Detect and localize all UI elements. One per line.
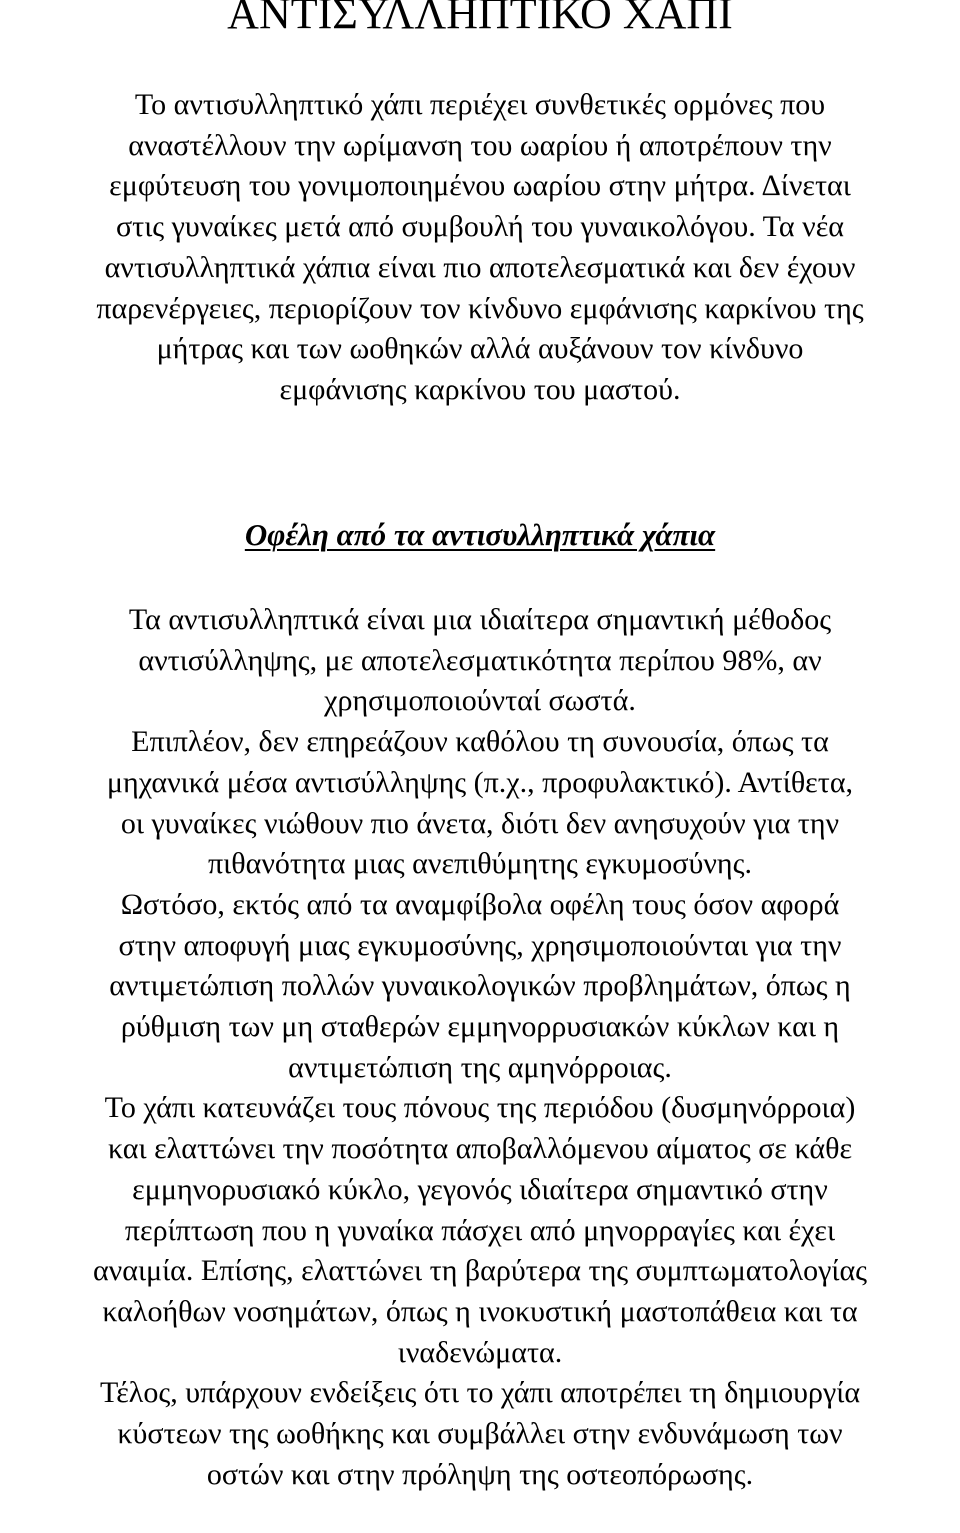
text-line: ιναδενώματα. bbox=[397, 1335, 563, 1369]
page-title: ΑΝΤΙΣΥΛΛΗΠΤΙΚΟ ΧΑΠΙ bbox=[227, 0, 733, 38]
text-line: εμφύτευση του γονιμοποιημένου ωαρίου στην μήτρα. Δίνεται bbox=[109, 169, 851, 203]
text-line: ρύθμιση των μη σταθερών εμμηνορρυσιακών κύκλων και η bbox=[120, 1010, 840, 1044]
intro-paragraph bbox=[0, 85, 960, 411]
text-line: στις γυναίκες μετά από συμβουλή του γυναικολόγου. Τα νέα bbox=[115, 210, 845, 244]
benefits-paragraph bbox=[0, 600, 960, 1495]
text-line: χρησιμοποιούνταί σωστά. bbox=[324, 684, 636, 718]
text-line: οι γυναίκες νιώθουν πιο άνετα, διότι δεν ανησυχούν για την bbox=[120, 806, 840, 840]
text-line: περίπτωση που η γυναίκα πάσχει από μηνορραγίες και έχει bbox=[124, 1213, 836, 1247]
text-line: εμμηνορυσιακό κύκλο, γεγονός ιδιαίτερα σημαντικό στην bbox=[132, 1172, 828, 1206]
text-line: αντισύλληψης, με αποτελεσματικότητα περίπου 98%, αν bbox=[138, 643, 822, 677]
text-line: Το χάπι κατευνάζει τους πόνους της περιόδου (δυσμηνόρροια) bbox=[104, 1091, 856, 1125]
text-line: κύστεων της ωοθήκης και συμβάλλει στην ενδυνάμωση των bbox=[117, 1417, 843, 1451]
text-line: Τα αντισυλληπτικά είναι μια ιδιαίτερα σημαντική μέθοδος bbox=[128, 603, 832, 636]
text-line: καλοήθων νοσημάτων, όπως η ινοκυστική μαστοπάθεια και τα bbox=[102, 1294, 858, 1328]
text-line: πιθανότητα μιας ανεπιθύμητης εγκυμοσύνης. bbox=[208, 847, 752, 881]
text-line: Τέλος, υπάρχουν ενδείξεις ότι το χάπι αποτρέπει τη δημιουργία bbox=[99, 1376, 861, 1410]
section-heading: Οφέλη από τα αντισυλληπτικά χάπια bbox=[244, 517, 716, 552]
text-line: εμφάνισης καρκίνου του μαστού. bbox=[279, 372, 681, 406]
text-line: Το αντισυλληπτικό χάπι περιέχει συνθετικές ορμόνες που bbox=[134, 88, 826, 121]
text-line: αναιμία. Επίσης, ελαττώνει τη βαρύτερα της συμπτωματολογίας bbox=[92, 1254, 868, 1288]
text-line: μήτρας και των ωοθηκών αλλά αυξάνουν τον κίνδυνο bbox=[156, 332, 804, 366]
text-line: και ελαττώνει την ποσότητα αποβαλλόμενου αίματος σε κάθε bbox=[107, 1132, 853, 1166]
text-line: παρενέργειες, περιορίζουν τον κίνδυνο εμφάνισης καρκίνου της bbox=[96, 291, 864, 325]
text-line: αντιμετώπιση της αμηνόρροιας. bbox=[288, 1050, 672, 1084]
text-line: οστών και στην πρόληψη της οστεοπόρωσης. bbox=[206, 1457, 754, 1491]
text-line: Ωστόσο, εκτός από τα αναμφίβολα οφέλη τους όσον αφορά bbox=[120, 887, 840, 921]
text-line: αντισυλληπτικά χάπια είναι πιο αποτελεσματικά και δεν έχουν bbox=[104, 250, 856, 284]
text-line: Επιπλέον, δεν επηρεάζουν καθόλου τη συνουσία, όπως τα bbox=[131, 725, 829, 759]
text-line: μηχανικά μέσα αντισύλληψης (π.χ., προφυλακτικό). Αντίθετα, bbox=[106, 765, 854, 799]
text-line: αντιμετώπιση πολλών γυναικολογικών προβλημάτων, όπως η bbox=[109, 969, 851, 1003]
text-line: στην αποφυγή μιας εγκυμοσύνης, χρησιμοποιούνται για την bbox=[118, 928, 842, 962]
text-line: αναστέλλουν την ωρίμανση του ωαρίου ή αποτρέπουν την bbox=[128, 128, 832, 162]
